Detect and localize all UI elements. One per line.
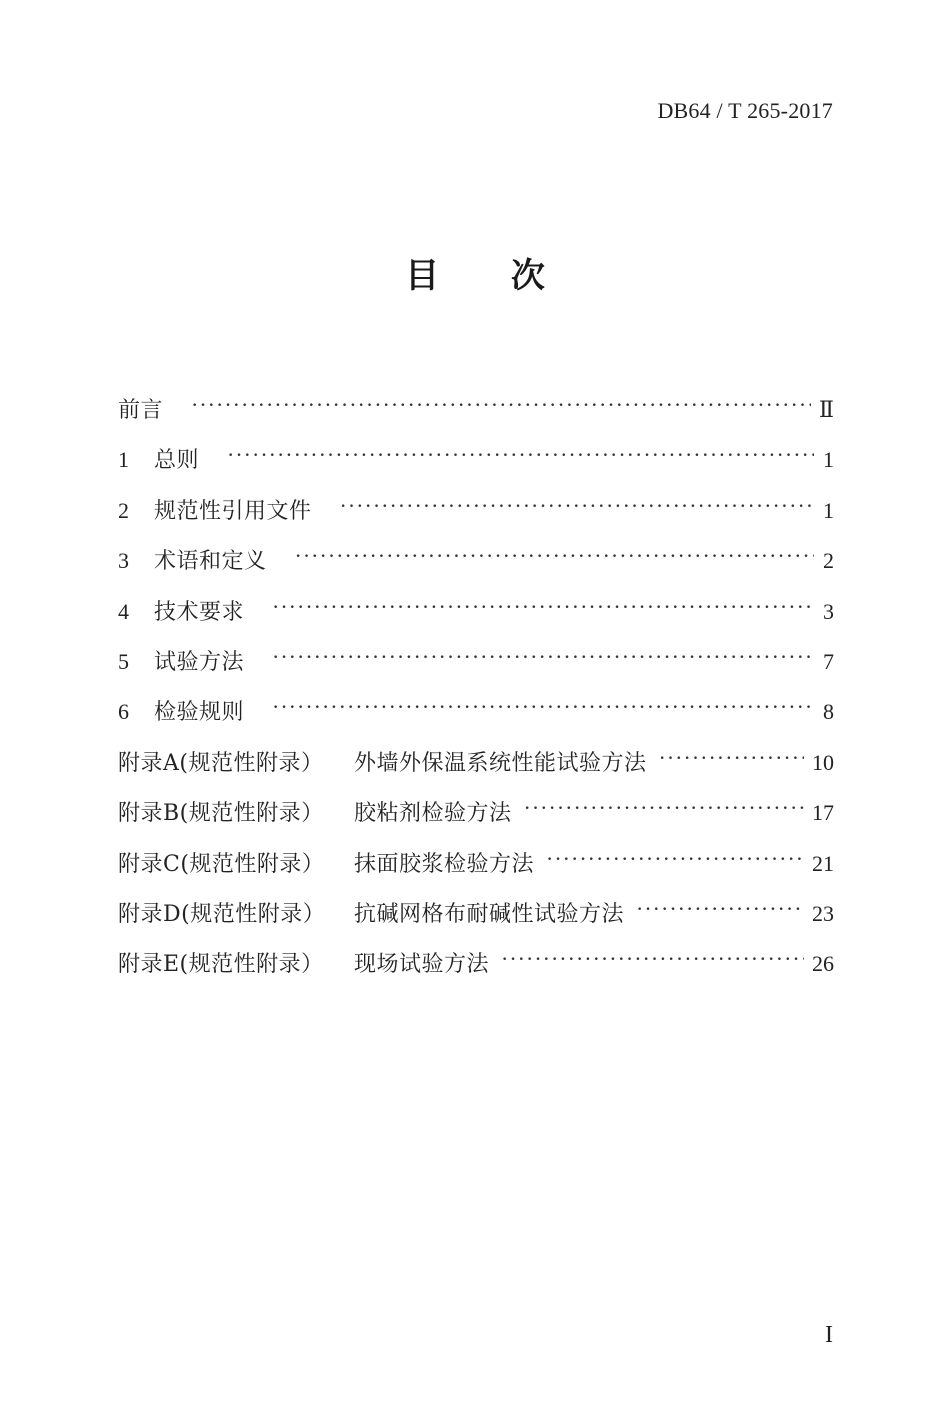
toc-annex-c[interactable]: [118, 846, 834, 896]
dot-leader: [524, 790, 804, 826]
toc-annex-prefix: 附录A(规范性附录）: [118, 750, 324, 776]
toc-entry-technical-requirements[interactable]: [118, 594, 834, 644]
toc-entry-page: 7: [823, 648, 834, 674]
toc-entry-preface[interactable]: [118, 392, 834, 442]
toc-entry-page: 23: [812, 900, 834, 926]
toc-annex-b[interactable]: [118, 795, 834, 845]
toc-annex-label: 外墙外保温系统性能试验方法: [354, 750, 647, 776]
toc-annex-label: 现场试验方法: [354, 952, 490, 978]
toc-annex-prefix: 附录B(规范性附录）: [118, 801, 324, 827]
toc-annex-prefix: 附录E(规范性附录）: [118, 952, 324, 978]
toc-annex-label: 抗碱网格布耐碱性试验方法: [354, 901, 625, 927]
dot-leader: [272, 639, 814, 675]
page-number: I: [825, 1322, 833, 1348]
toc-entry-page: 17: [812, 800, 834, 826]
toc-annex-label: 抹面胶浆检验方法: [354, 851, 535, 877]
dot-leader: [340, 488, 814, 524]
toc-annex-e[interactable]: [118, 946, 834, 996]
table-of-contents: [118, 392, 834, 997]
toc-entry-page: 1: [823, 497, 834, 523]
dot-leader: [227, 437, 814, 473]
toc-entry-page: 21: [812, 850, 834, 876]
toc-annex-prefix: 附录C(规范性附录）: [118, 851, 325, 877]
toc-entry-number: 2: [118, 497, 129, 523]
document-code: DB64 / T 265-2017: [657, 98, 833, 123]
toc-entry-inspection-rules[interactable]: [118, 694, 834, 744]
toc-entry-number: 4: [118, 598, 129, 624]
toc-entry-label: 检验规则: [154, 700, 245, 726]
toc-entry-label: 技术要求: [154, 599, 245, 625]
toc-entry-normative-references[interactable]: [118, 493, 834, 543]
dot-leader: [191, 387, 811, 423]
toc-annex-label: 胶粘剂检验方法: [354, 801, 512, 827]
dot-leader: [272, 589, 814, 625]
toc-entry-general[interactable]: [118, 442, 834, 492]
toc-annex-prefix: 附录D(规范性附录）: [118, 901, 326, 927]
dot-leader: [272, 689, 814, 725]
toc-entry-number: 1: [118, 447, 129, 473]
toc-entry-terms[interactable]: [118, 543, 834, 593]
toc-entry-page: 3: [823, 598, 834, 624]
toc-entry-page: 8: [823, 699, 834, 725]
dot-leader: [295, 538, 814, 574]
toc-entry-label: 试验方法: [154, 649, 245, 675]
toc-entry-number: 3: [118, 548, 129, 574]
toc-entry-page: 10: [812, 749, 834, 775]
toc-entry-label: 前言: [118, 398, 164, 423]
toc-annex-a[interactable]: [118, 745, 834, 795]
toc-annex-d[interactable]: [118, 896, 834, 946]
page-title: 目 次: [405, 256, 575, 296]
toc-entry-page: 2: [823, 548, 834, 574]
toc-entry-page: Ⅱ: [819, 397, 834, 422]
dot-leader: [659, 740, 804, 776]
dot-leader: [546, 841, 804, 877]
toc-entry-label: 总则: [154, 448, 200, 474]
toc-entry-number: 6: [118, 699, 129, 725]
toc-entry-page: 26: [812, 951, 834, 977]
dot-leader: [636, 891, 804, 927]
toc-entry-label: 规范性引用文件: [154, 498, 312, 524]
toc-entry-label: 术语和定义: [154, 549, 267, 575]
toc-entry-test-methods[interactable]: [118, 644, 834, 694]
toc-entry-page: 1: [823, 447, 834, 473]
dot-leader: [501, 941, 804, 977]
toc-entry-number: 5: [118, 648, 129, 674]
